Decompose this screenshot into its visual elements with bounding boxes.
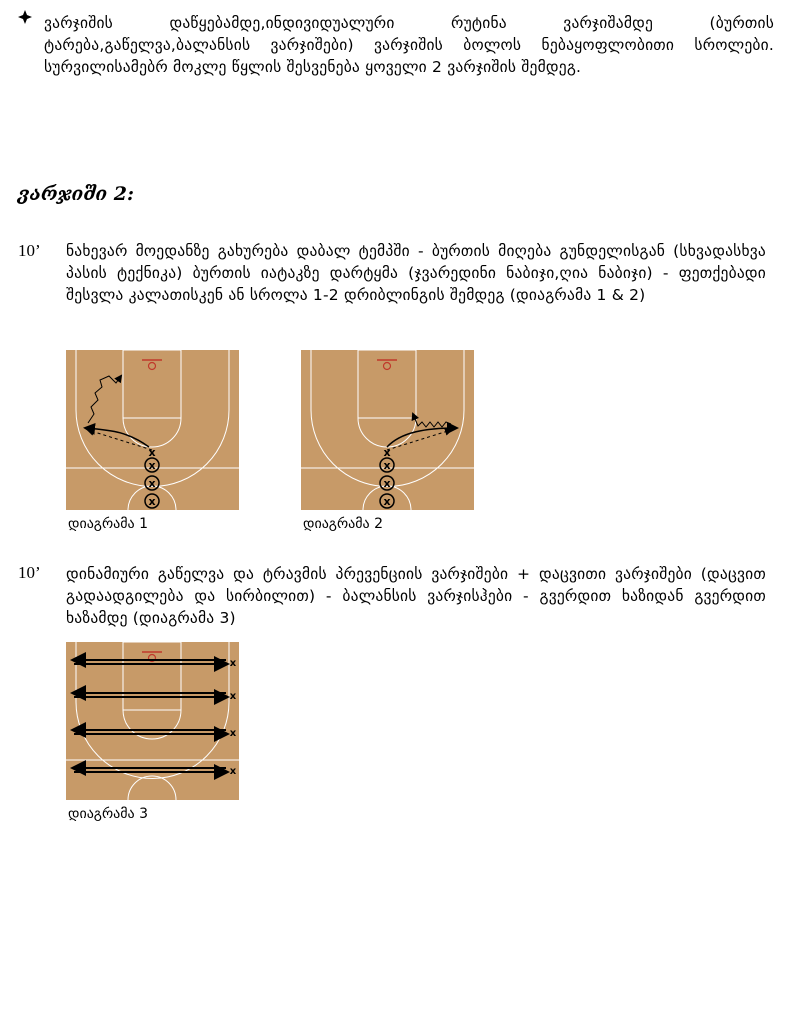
drill-description: დინამიური გაწელვა და ტრავმის პრევენციის ვარჯიშები + დაცვითი ვარჯიშები (დაცვით გადაადგილება და სირბილით) - ბალანსის ვარჯისჰები - გვერდით ხაზიდან გვერდით ხაზამდე (დიაგრამა 3) [66, 565, 766, 627]
duration-label: 10’ [18, 563, 41, 582]
drill-description: ნახევარ მოედანზე გახურება დაბალ ტემპში - ბურთის მიღება გუნდელისგან (სხვადასხვა პასის ტექნიკა) ბურთის იატაკზე დარტყმა (ჯვარედინი ნაბიჯი,ღია ნაბიჯი) - ფეთქებადი შესვლა კალათისკენ ან სროლა 1-2 დრიბლინგის შემდეგ (დიაგრამა 1 & 2) [66, 242, 766, 304]
player-marker: x [148, 477, 156, 490]
player-marker: x [229, 691, 237, 702]
diamond-bullet-icon [18, 10, 32, 28]
player-marker: x [148, 446, 156, 459]
diagram-caption: დიაგრამა 3 [68, 806, 148, 822]
duration-label: 10’ [18, 241, 41, 260]
intro-paragraph: ვარჯიშის დაწყებამდე,ინდივიდუალური რუტინა ვარჯიშამდე (ბურთის ტარება,გაწელვა,ბალანსის ვარჯიშები) ვარჯიშის ბოლოს ნებაყოფლობითი სროლები. სურვილისამებრ მოკლე წყლის შესვენება ყოველი 2 ვარჯიშის შემდეგ. [44, 14, 774, 76]
diagram-caption: დიაგრამა 2 [303, 516, 383, 532]
player-marker: x [383, 459, 391, 472]
player-marker: x [148, 459, 156, 472]
court-diagram-1 [66, 350, 239, 510]
player-marker: x [148, 495, 156, 508]
court-diagram-3 [66, 642, 239, 800]
player-marker: x [229, 766, 237, 777]
player-marker: x [229, 728, 237, 739]
section-heading: ვარჯიში 2: [18, 183, 135, 205]
player-marker: x [229, 658, 237, 669]
diagram-caption: დიაგრამა 1 [68, 516, 148, 532]
player-marker: x [383, 495, 391, 508]
court-diagram-2 [301, 350, 474, 510]
player-marker: x [383, 446, 391, 459]
player-marker: x [383, 477, 391, 490]
